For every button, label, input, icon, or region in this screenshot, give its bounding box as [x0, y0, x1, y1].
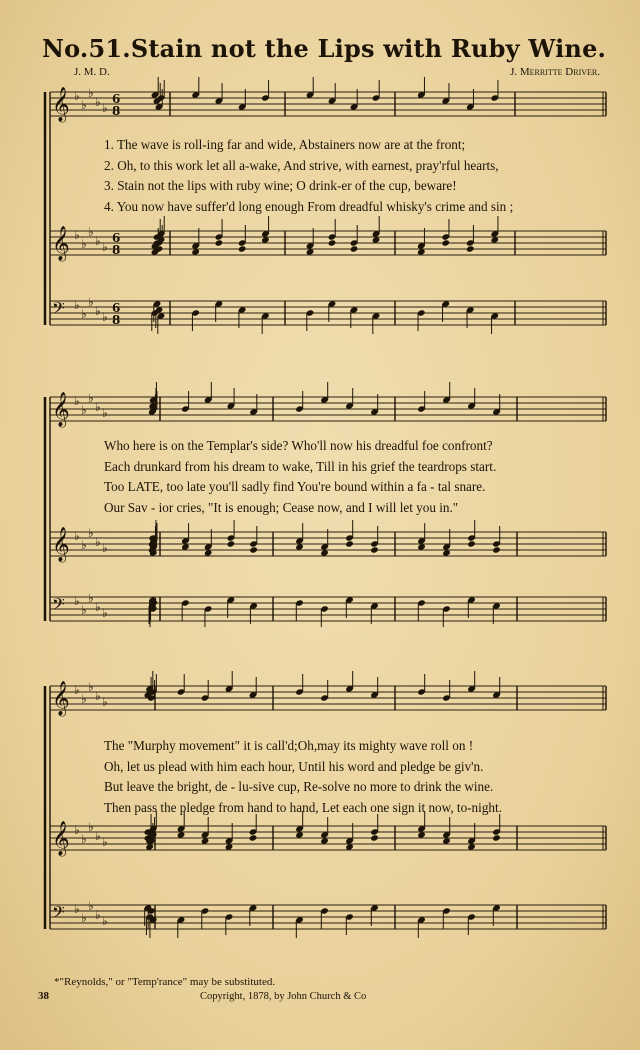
flat-icon: ♭ [102, 695, 108, 709]
verse-3-line-1: 3. Stain not the lips with ruby wine; O drink-er of the cup, beware! [104, 178, 457, 193]
staff-1-2 [50, 231, 606, 255]
bass-clef-icon: 𝄢 [52, 594, 65, 618]
flat-icon: ♭ [81, 403, 87, 417]
flat-icon: ♭ [102, 541, 108, 555]
verse-3-line-3: But leave the bright, de - lu-sive cup, Re-solve no more to drink the wine. [104, 779, 494, 794]
flat-icon: ♭ [74, 594, 80, 608]
flat-icon: ♭ [95, 908, 101, 922]
flat-icon: ♭ [88, 295, 94, 309]
note-head [249, 834, 258, 841]
hymn-title: No.51.Stain not the Lips with Ruby Wine. [42, 34, 607, 63]
flat-icon: ♭ [81, 911, 87, 925]
note-head [370, 834, 379, 841]
verse-2-line-2: Each drunkard from his dream to wake, Till in his grief the teardrops start. [104, 458, 497, 474]
staff-1-3 [50, 301, 606, 325]
flat-icon: ♭ [88, 899, 94, 913]
flat-icon: ♭ [95, 95, 101, 109]
note-head [467, 540, 476, 547]
time-signature: 8 [112, 243, 121, 257]
verse-1-line-2: Who here is on the Templar's side? Who'll now his dreadful foe confront? [104, 438, 493, 453]
flat-icon: ♭ [102, 914, 108, 928]
treble-clef-icon: 𝄞 [52, 821, 70, 856]
flat-icon: ♭ [95, 304, 101, 318]
flat-icon: ♭ [95, 829, 101, 843]
staff-3-3 [50, 905, 606, 929]
treble-clef-icon: 𝄞 [52, 226, 70, 261]
flat-icon: ♭ [102, 406, 108, 420]
flat-icon: ♭ [88, 820, 94, 834]
flat-icon: ♭ [88, 591, 94, 605]
page-number: 38 [38, 990, 49, 1002]
time-signature: 6 [112, 92, 121, 106]
note-head [492, 834, 501, 841]
flat-icon: ♭ [74, 683, 80, 697]
verse-1-line-1: 1. The wave is roll-ing far and wide, Abstainers now are at the front; [104, 137, 466, 152]
note-head [345, 540, 354, 547]
note-head [466, 245, 475, 252]
flat-icon: ♭ [88, 680, 94, 694]
staff-2-3 [50, 597, 606, 621]
flat-icon: ♭ [81, 307, 87, 321]
time-signature: 6 [112, 301, 121, 315]
flat-icon: ♭ [88, 86, 94, 100]
footnote: *"Reynolds," or "Temp'rance" may be substituted. [54, 976, 276, 988]
note-head [492, 546, 501, 553]
flat-icon: ♭ [102, 101, 108, 115]
verse-3-line-2: Too LATE, too late you'll sadly find You're bound within a fa - tal snare. [104, 479, 486, 494]
time-signature: 6 [112, 231, 121, 245]
flat-icon: ♭ [81, 98, 87, 112]
flat-icon: ♭ [81, 692, 87, 706]
flat-icon: ♭ [102, 606, 108, 620]
flat-icon: ♭ [81, 237, 87, 251]
verse-4-line-1: 4. You now have suffer'd long enough From dreadful whisky's crime and sin ; [104, 198, 514, 214]
verse-4-line-2: Our Sav - ior cries, "It is enough; Cease now, and I will let you in." [104, 499, 459, 515]
flat-icon: ♭ [88, 526, 94, 540]
lyrics-block-1 [104, 135, 513, 217]
flat-icon: ♭ [74, 228, 80, 242]
flat-icon: ♭ [88, 225, 94, 239]
flat-icon: ♭ [95, 234, 101, 248]
flat-icon: ♭ [74, 89, 80, 103]
treble-clef-icon: 𝄞 [52, 681, 70, 716]
lyrics-block-3 [104, 736, 502, 818]
flat-icon: ♭ [81, 538, 87, 552]
verse-1-line-3: The "Murphy movement" it is call'd;Oh,may its mighty wave roll on ! [104, 738, 474, 753]
flat-icon: ♭ [95, 600, 101, 614]
flat-icon: ♭ [81, 832, 87, 846]
bass-clef-icon: 𝄢 [52, 902, 65, 926]
copyright-notice: Copyright, 1878, by John Church & Co [200, 991, 367, 1002]
flat-icon: ♭ [102, 310, 108, 324]
flat-icon: ♭ [81, 603, 87, 617]
treble-clef-icon: 𝄞 [52, 527, 70, 562]
verse-4-line-3: Then pass the pledge from hand to hand, Let each one sign it now, to-night. [104, 799, 502, 815]
music-by-credit: J. Merritte Driver. [510, 66, 600, 78]
staff-2-1 [50, 397, 606, 421]
note-head [215, 239, 224, 246]
note-head [350, 245, 359, 252]
verse-2-line-3: Oh, let us plead with him each hour, Until his word and pledge be giv'n. [104, 758, 484, 774]
note-head [249, 546, 258, 553]
flat-icon: ♭ [74, 823, 80, 837]
words-by-credit: J. M. D. [74, 66, 110, 78]
flat-icon: ♭ [95, 689, 101, 703]
note-head [370, 546, 379, 553]
note-head [441, 239, 450, 246]
lyrics-block-2 [104, 436, 496, 518]
flat-icon: ♭ [74, 298, 80, 312]
treble-clef-icon: 𝄞 [52, 392, 70, 427]
verse-2-line-1: 2. Oh, to this work let all a-wake, And strive, with earnest, pray'rful hearts, [104, 157, 499, 173]
treble-clef-icon: 𝄞 [52, 87, 70, 122]
bass-clef-icon: 𝄢 [52, 298, 65, 322]
flat-icon: ♭ [95, 535, 101, 549]
flat-icon: ♭ [102, 240, 108, 254]
time-signature: 8 [112, 313, 121, 327]
staff-1-1 [50, 92, 606, 116]
note-head [227, 540, 236, 547]
flat-icon: ♭ [74, 529, 80, 543]
flat-icon: ♭ [102, 835, 108, 849]
time-signature: 8 [112, 104, 121, 118]
note-head [238, 245, 247, 252]
flat-icon: ♭ [74, 394, 80, 408]
note-head [328, 239, 337, 246]
flat-icon: ♭ [95, 400, 101, 414]
flat-icon: ♭ [88, 391, 94, 405]
flat-icon: ♭ [74, 902, 80, 916]
